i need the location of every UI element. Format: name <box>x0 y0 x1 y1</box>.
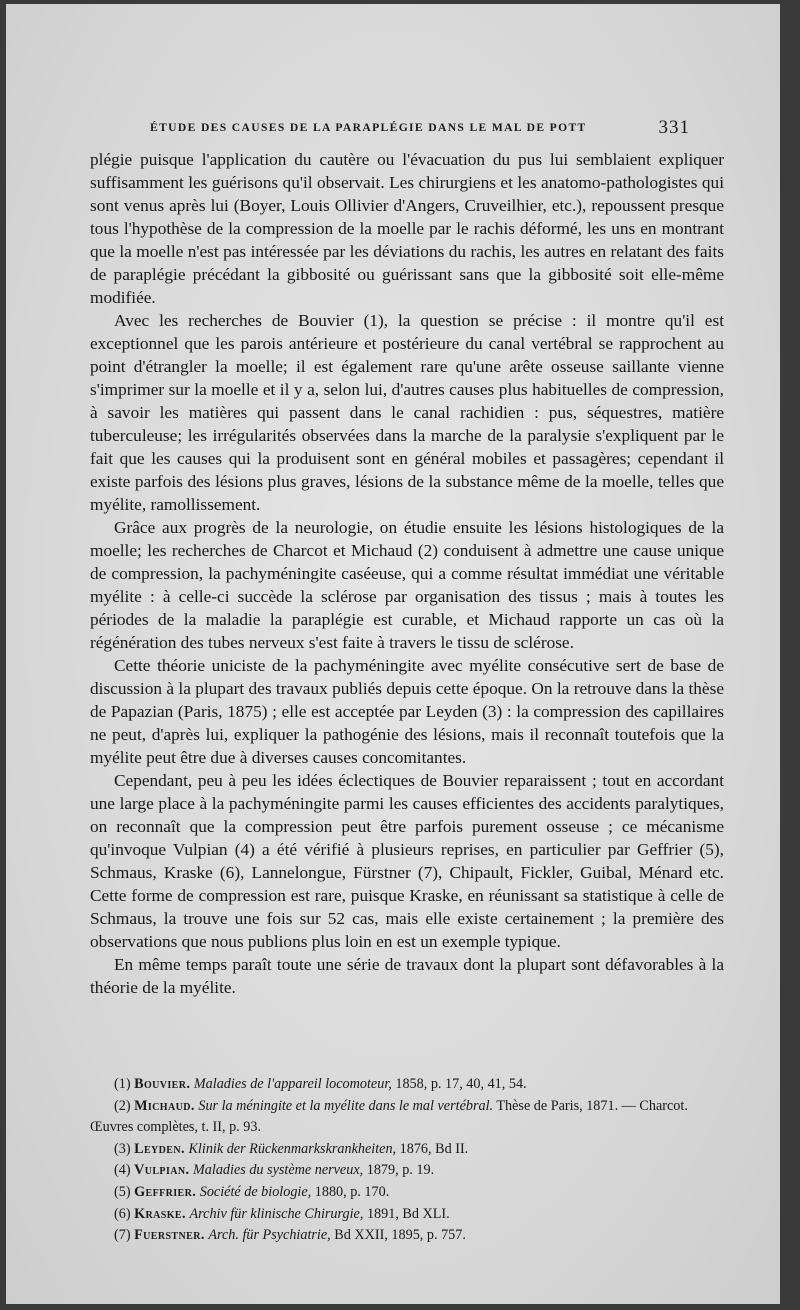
footnote-author: Geffrier. <box>134 1183 197 1200</box>
footnote <box>90 1160 730 1182</box>
footnote-mark: (6) <box>114 1205 131 1222</box>
footnote-work: Archiv für klinische Chirurgie, <box>189 1205 364 1222</box>
footnote-mark: (5) <box>114 1183 131 1200</box>
footnote-details: 1876, Bd II. <box>399 1140 469 1157</box>
footnote-author: Michaud. <box>134 1097 195 1114</box>
paragraph: Cependant, peu à peu les idées éclectiques de Bouvier reparaissent ; tout en accordant une large place à la pachyméningite parmi les causes efficientes des accidents paralytiques, on reconnaît que la compression peut être parfois purement osseuse ; ce mécanisme qu'invoque Vulpian (4) a été vérifié à plusieurs reprises, en particulier par Geffrier (5), Schmaus, Kraske (6), Lannelongue, Fürstner (7), Chipault, Fickler, Guibal, Ménard etc. Cette forme de compression est rare, puisque Kraske, en réunissant sa statistique à celle de Schmaus, la trouve une fois sur 52 cas, mais elle existe certainement ; la première des observations que nous publions plus loin en est un exemple typique. <box>90 771 724 951</box>
running-header <box>150 117 690 141</box>
footnote <box>90 1096 730 1139</box>
main-text <box>90 148 724 999</box>
footnote-details: 1879, p. 19. <box>366 1162 435 1179</box>
footnote <box>90 1182 730 1204</box>
footnote-details: Bd XXII, 1895, p. 757. <box>334 1227 466 1244</box>
footnote-details: 1880, p. 170. <box>314 1183 390 1200</box>
paragraph: Avec les recherches de Bouvier (1), la question se précise : il montre qu'il est exceptionnel que les parois antérieure et postérieure du canal vertébral se rapprochent au point d'étrangler la moelle; il est également rare qu'une arête osseuse saillante vienne s'imprimer sur la moelle et il y a, selon lui, d'autres causes plus habituelles de compression, à savoir les matières qui passent dans le canal rachidien : pus, séquestres, matière tuberculeuse; les irrégularités observées dans la marche de la paralysie s'expliquent par le fait que les causes qui la produisent sont en général mobiles et passagères; cependant il existe parfois des lésions plus graves, lésions de la substance même de la moelle, telles que myélite, ramollissement. <box>90 311 724 514</box>
footnote-mark: (3) <box>114 1140 131 1157</box>
footnote-work: Klinik der Rückenmarkskrankheiten, <box>188 1140 397 1157</box>
paragraph: plégie puisque l'application du cautère ou l'évacuation du pus lui semblaient expliquer suffisamment les guérisons qu'il observait. Les chirurgiens et les anatomo-pathologistes qui sont venus après lui (Boyer, Louis Ollivier d'Angers, Cruveilhier, etc.), repoussent presque tous l'hypothèse de la compression de la moelle par le rachis déformé, les uns en montrant que la moelle n'est pas intéressée par les déviations du rachis, les autres en relatant des faits de paraplégie précédant la gibbosité ou guérissant sans que la gibbosité soit elle-même modifiée. <box>90 150 724 307</box>
footnote-details: 1891, Bd XLI. <box>366 1205 450 1222</box>
footnote-work: Maladies du système nerveux, <box>192 1162 364 1179</box>
footnote-details: 1858, p. 17, 40, 41, 54. <box>395 1076 527 1092</box>
footnote-mark: (1) <box>114 1076 131 1092</box>
page-number: 331 <box>658 117 690 138</box>
footnote-author: Leyden. <box>134 1140 185 1157</box>
footnote-mark: (7) <box>114 1227 131 1244</box>
footnote <box>90 1204 730 1226</box>
footnote-author: Vulpian. <box>134 1162 190 1179</box>
paragraph: En même temps paraît toute une série de travaux dont la plupart sont défavorables à la théorie de la myélite. <box>90 955 724 997</box>
footnote-work: Maladies de l'appareil locomoteur, <box>193 1076 392 1092</box>
footnote-details: Thèse de Paris, 1871. — Charcot. Œuvres complètes, t. II, p. 93. <box>90 1097 688 1136</box>
paragraph: Grâce aux progrès de la neurologie, on étudie ensuite les lésions histologiques de la moelle; les recherches de Charcot et Michaud (2) conduisent à admettre une cause unique de compression, la pachyméningite caséeuse, qui a comme résultat immédiat une véritable myélite : à celle-ci succède la sclérose par organisation des tissus ; mais à toutes les périodes de la maladie la paraplégie est curable, et Michaud rapporte un cas où la régénération des tubes nerveux s'est faite à travers le tissu de sclérose. <box>90 518 724 652</box>
footnotes <box>90 1074 730 1247</box>
footnote-mark: (2) <box>114 1097 131 1114</box>
footnote <box>90 1139 730 1161</box>
footnote-author: Kraske. <box>134 1205 186 1222</box>
book-page <box>6 4 780 1304</box>
running-title: ÉTUDE DES CAUSES DE LA PARAPLÉGIE DANS LE MAL DE POTT <box>150 121 587 134</box>
footnote-author: Fuerstner. <box>134 1227 205 1244</box>
footnote-work: Sur la méningite et la myélite dans le mal vertébral. <box>198 1097 494 1114</box>
footnote <box>90 1225 730 1247</box>
footnote-work: Arch. für Psychiatrie, <box>208 1227 331 1244</box>
footnote-author: Bouvier. <box>134 1076 191 1092</box>
footnote <box>90 1074 730 1096</box>
footnote-mark: (4) <box>114 1162 131 1179</box>
footnote-work: Société de biologie, <box>199 1183 312 1200</box>
paragraph: Cette théorie uniciste de la pachyméningite avec myélite consécutive sert de base de discussion à la plupart des travaux publiés depuis cette époque. On la retrouve dans la thèse de Papazian (Paris, 1875) ; elle est acceptée par Leyden (3) : la compression des capillaires ne peut, d'après lui, expliquer la pathogénie des lésions, mais il reconnaît toutefois que la myélite peut être due à diverses causes concomitantes. <box>90 656 724 767</box>
